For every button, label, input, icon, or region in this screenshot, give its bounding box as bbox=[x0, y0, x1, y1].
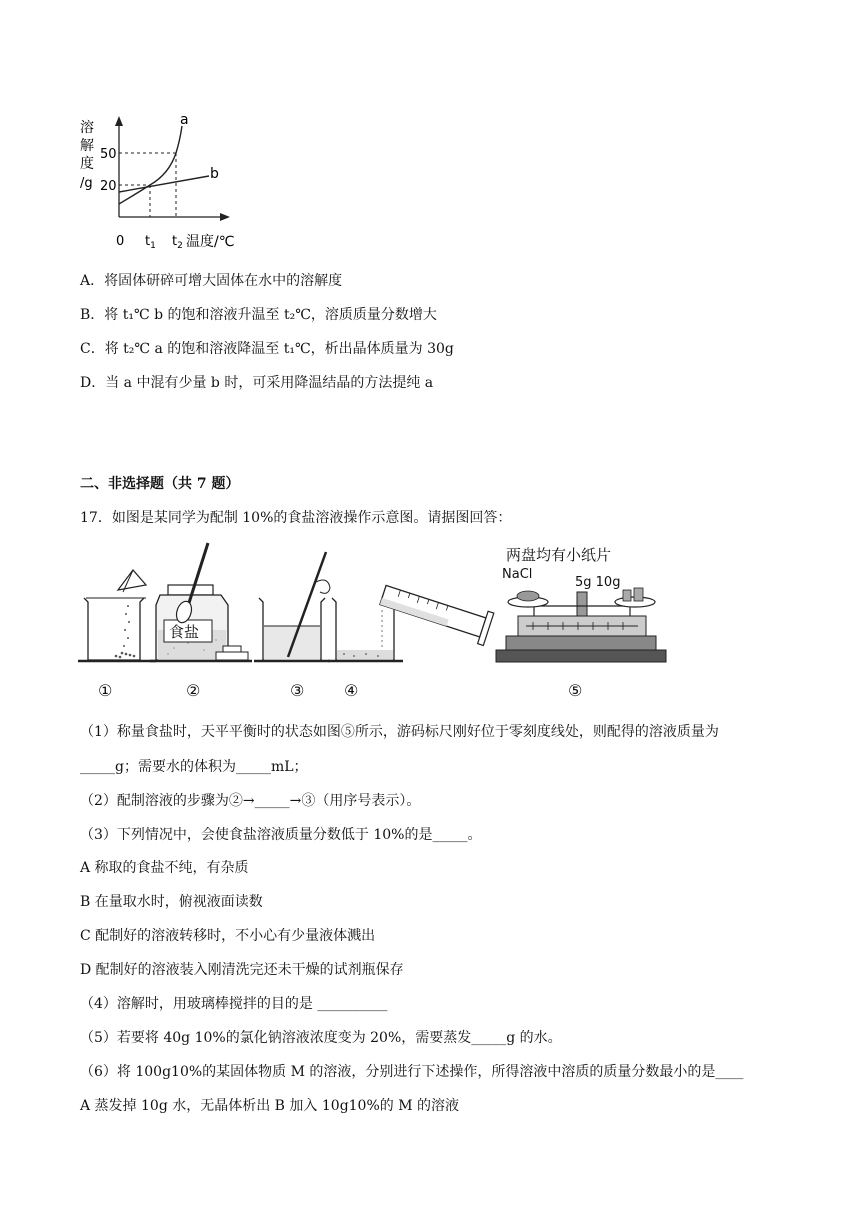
step2-salt-bottle bbox=[150, 543, 252, 661]
x-axis-arrow bbox=[220, 213, 230, 221]
step1-beaker bbox=[78, 570, 156, 661]
q17-figure bbox=[78, 540, 678, 705]
q17-line-6: （5）若要将 40g 10%的氯化钠溶液浓度变为 20%，需要蒸发_____g 的水。 bbox=[80, 1030, 562, 1046]
q17-line-8: A 蒸发掉 10g 水，无晶体析出 B 加入 10g10%的 M 的溶液 bbox=[80, 1098, 460, 1114]
q17-line-5: （4）溶解时，用玻璃棒搅拌的目的是 __________ bbox=[80, 996, 388, 1012]
ytick-50: 50 bbox=[100, 147, 117, 162]
curve-b-label: b bbox=[210, 166, 219, 182]
step-number-4: ④ bbox=[344, 681, 359, 700]
nacl-label: NaCl bbox=[502, 567, 533, 582]
q16-option-a: A．将固体研碎可增大固体在水中的溶解度 bbox=[80, 273, 343, 289]
xtick-t1: $t_1$ bbox=[145, 234, 156, 251]
q17-stem: 17．如图是某同学为配制 10%的食盐溶液操作示意图。请据图回答： bbox=[80, 510, 512, 526]
q16-option-d: D．当 a 中混有少量 b 时，可采用降温结晶的方法提纯 a bbox=[80, 375, 434, 391]
step4-cylinder-pouring bbox=[328, 579, 494, 661]
weights-label: 5g 10g bbox=[575, 575, 621, 590]
q17-line-7: （6）将 100g10%的某固体物质 M 的溶液，分别进行下述操作，所得溶液中溶质的质量分数最小的是____ bbox=[80, 1064, 744, 1080]
salt-label: 食盐 bbox=[169, 623, 200, 641]
y-label-2: 解 bbox=[80, 138, 94, 154]
q17-option-c: C 配制好的溶液转移时，不小心有少量液体溅出 bbox=[80, 928, 376, 944]
q16-option-c: C．将 t₂℃ a 的饱和溶液降温至 t₁℃，析出晶体质量为 30g bbox=[80, 341, 454, 357]
q17-option-a: A 称取的食盐不纯，有杂质 bbox=[80, 860, 249, 876]
q17-option-d: D 配制好的溶液装入刚清洗完还未干燥的试剂瓶保存 bbox=[80, 962, 404, 978]
ytick-20: 20 bbox=[100, 179, 117, 194]
step-number-5: ⑤ bbox=[568, 681, 583, 700]
y-label-3: 度 bbox=[80, 156, 94, 172]
curve-a-label: a bbox=[180, 112, 189, 128]
q16-option-b: B．将 t₁℃ b 的饱和溶液升温至 t₂℃，溶质质量分数增大 bbox=[80, 307, 437, 323]
q17-line-3: （2）配制溶液的步骤为②→_____→③（用序号表示）。 bbox=[80, 793, 421, 809]
step-number-3: ③ bbox=[290, 681, 305, 700]
q17-option-b: B 在量取水时，俯视液面读数 bbox=[80, 894, 263, 910]
step3-beaker-stirring bbox=[254, 552, 330, 661]
x-label: 温度/℃ bbox=[186, 234, 235, 250]
section-title: 二、非选择题（共 7 题） bbox=[80, 476, 240, 492]
step5-balance bbox=[496, 546, 666, 662]
xtick-t2: $t_2$ bbox=[172, 234, 183, 251]
step-number-2: ② bbox=[186, 681, 201, 700]
q17-line-1: （1）称量食盐时，天平平衡时的状态如图⑤所示，游码标尺刚好位于零刻度线处，则配得的溶液质量为 bbox=[80, 724, 719, 740]
y-label-4: /g bbox=[80, 176, 93, 191]
solubility-graph bbox=[74, 112, 254, 257]
q17-line-2: _____g；需要水的体积为_____mL； bbox=[80, 759, 308, 775]
y-label-1: 溶 bbox=[80, 120, 94, 136]
xtick-0: 0 bbox=[116, 234, 125, 249]
step-number-1: ① bbox=[98, 681, 113, 700]
q17-line-4: （3）下列情况中，会使食盐溶液质量分数低于 10%的是_____。 bbox=[80, 827, 482, 843]
curve-b bbox=[119, 176, 209, 192]
balance-note: 两盘均有小纸片 bbox=[506, 546, 612, 564]
y-axis-arrow bbox=[115, 116, 123, 126]
